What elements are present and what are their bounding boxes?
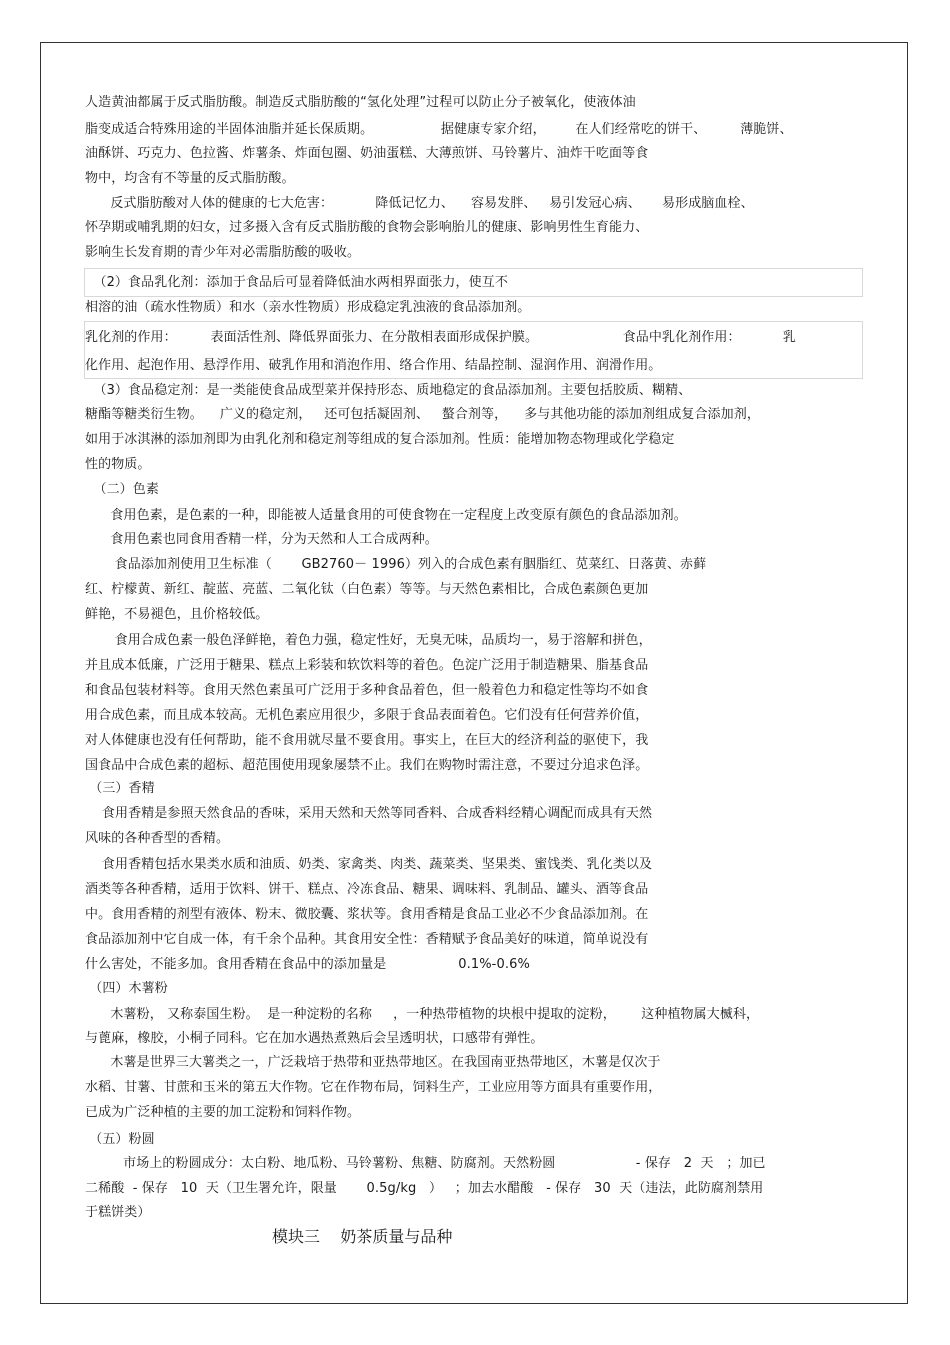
text-line: 反式脂肪酸对人体的健康的七大危害： 降低记忆力、 容易发胖、 易引发冠心病、 易形成脑血栓、 (85, 196, 754, 211)
text-line: 于糕饼类） (85, 1205, 151, 1220)
text-line: 脂变成适合特殊用途的半固体油脂并延长保质期。 据健康专家介绍， 在人们经常吃的饼干、 薄脆饼、 (85, 122, 793, 137)
text-line: 食用合成色素一般色泽鲜艳，着色力强，稳定性好，无臭无味，品质均一，易于溶解和拼色， (85, 633, 652, 648)
text-line: 中。食用香精的剂型有液体、粉末、微胶囊、浆状等。食用香精是食品工业必不少食品添加剂。在 (85, 907, 649, 922)
text-line: 木薯粉， 又称泰国生粉。 是一种淀粉的名称 ，一种热带植物的块根中提取的淀粉， 这种植物属大楲科， (85, 1007, 760, 1022)
text-line: 糖酯等糖类衍生物。 广义的稳定剂， 还可包括凝固剂、 螯合剂等， 多与其他功能的添加剂组成复合添加剂， (85, 407, 760, 422)
text-line: 与蓖麻，橡胶，小桐子同科。它在加水遇热煮熟后会呈透明状，口感带有弹性。 (85, 1031, 544, 1046)
module-title: 模块三 奶茶质量与品种 (272, 1227, 453, 1246)
text-line: 怀孕期或哺乳期的妇女，过多摄入含有反式脂肪酸的食物会影响胎儿的健康、影响男性生育能力、 (85, 220, 649, 235)
text-line: 并且成本低廉，广泛用于糖果、糕点上彩装和软饮料等的着色。色淀广泛用于制造糖果、脂基食品 (85, 658, 649, 673)
text-line: 食品添加剂使用卫生标准（ GB2760－ 1996）列入的合成色素有胭脂红、苋菜红、日落黄、赤藓 (85, 557, 707, 572)
text-line: 风味的各种香型的香精。 (85, 831, 230, 846)
text-line: 乳化剂的作用： 表面活性剂、降低界面张力、在分散相表面形成保护膜。 食品中乳化剂作用： 乳 (85, 330, 797, 345)
section-heading: （二）色素 (85, 482, 159, 497)
text-line: 性的物质。 (85, 457, 151, 472)
section-heading: （四）木薯粉 (85, 981, 168, 996)
text-line: 和食品包装材料等。食用天然色素虽可广泛用于多种食品着色，但一般着色力和稳定性等均不如食 (85, 683, 649, 698)
text-line: 已成为广泛种植的主要的加工淀粉和饲料作物。 (85, 1105, 361, 1120)
text-line: 市场上的粉圆成分：太白粉、地瓜粉、马铃薯粉、焦糖、防腐剂。天然粉圆 - 保存 2 天 ；加已 (85, 1156, 766, 1171)
text-line: 国食品中合成色素的超标、超范围使用现象屡禁不止。我们在购物时需注意，不要过分追求色泽。 (85, 758, 649, 773)
text-line: 食用香精是参照天然食品的香味，采用天然和天然等同香料、合成香料经精心调配而成具有天然 (85, 806, 653, 821)
section-heading: （五）粉圆 (85, 1132, 155, 1147)
text-line: 木薯是世界三大薯类之一，广泛栽培于热带和亚热带地区。在我国南亚热带地区，木薯是仅次于 (85, 1055, 661, 1070)
text-line: 用合成色素，而且成本较高。无机色素应用很少，多限于食品表面着色。它们没有任何营养价值， (85, 708, 649, 723)
text-line: 食用色素，是色素的一种，即能被人适量食用的可使食物在一定程度上改变原有颜色的食品添加剂。 (85, 508, 687, 523)
text-line: 红、柠檬黄、新红、靛蓝、亮蓝、二氧化钛（白色素）等等。与天然色素相比，合成色素颜色更加 (85, 582, 649, 597)
text-line: （3）食品稳定剂：是一类能使食品成型菜并保持形态、质地稳定的食品添加剂。主要包括胶质、糊精、 (85, 383, 692, 398)
text-line: 人造黄油都属于反式脂肪酸。制造反式脂肪酸的“氢化处理”过程可以防止分子被氧化，使液体油 (85, 95, 636, 110)
text-line: 对人体健康也没有任何帮助，能不食用就尽量不要食用。事实上，在巨大的经济利益的驱使下，我 (85, 733, 649, 748)
text-line: 物中，均含有不等量的反式脂肪酸。 (85, 171, 295, 186)
text-line: 油酥饼、巧克力、色拉酱、炸薯条、炸面包圈、奶油蛋糕、大薄煎饼、马铃薯片、油炸干吃面等食 (85, 146, 649, 161)
text-line: 化作用、起泡作用、悬浮作用、破乳作用和消泡作用、络合作用、结晶控制、湿润作用、润滑作用。 (85, 358, 662, 373)
text-line: （2）食品乳化剂：添加于食品后可显着降低油水两相界面张力，使互不 (85, 275, 508, 290)
text-line: 食用色素也同食用香精一样，分为天然和人工合成两种。 (85, 532, 438, 547)
text-line: 相溶的油（疏水性物质）和水（亲水性物质）形成稳定乳浊液的食品添加剂。 (85, 300, 531, 315)
text-line: 鲜艳，不易褪色，且价格较低。 (85, 607, 269, 622)
text-line: 食品添加剂中它自成一体，有千余个品种。其食用安全性：香精赋予食品美好的味道，简单说没有 (85, 932, 649, 947)
text-line: 食用香精包括水果类水质和油质、奶类、家禽类、肉类、蔬菜类、坚果类、蜜饯类、乳化类以及 (85, 857, 653, 872)
text-line: 二稀酸 - 保存 10 天（卫生署允许，限量 0.5g/kg ） ；加去水醋酸 - 保存 30 天（违法，此防腐剂禁用 (85, 1181, 764, 1196)
text-line: 水稻、甘薯、甘蔗和玉米的第五大作物。它在作物布局，饲料生产，工业应用等方面具有重要作用， (85, 1080, 662, 1095)
text-line: 什么害处，不能多加。食用香精在食品中的添加量是 0.1%-0.6% (85, 957, 530, 972)
text-line: 影响生长发育期的青少年对必需脂肪酸的吸收。 (85, 245, 361, 260)
section-heading: （三）香精 (85, 781, 155, 796)
text-line: 如用于冰淇淋的添加剂即为由乳化剂和稳定剂等组成的复合添加剂。性质：能增加物态物理或化学稳定 (85, 432, 675, 447)
text-line: 酒类等各种香精，适用于饮料、饼干、糕点、冷冻食品、糖果、调味料、乳制品、罐头、酒等食品 (85, 882, 649, 897)
